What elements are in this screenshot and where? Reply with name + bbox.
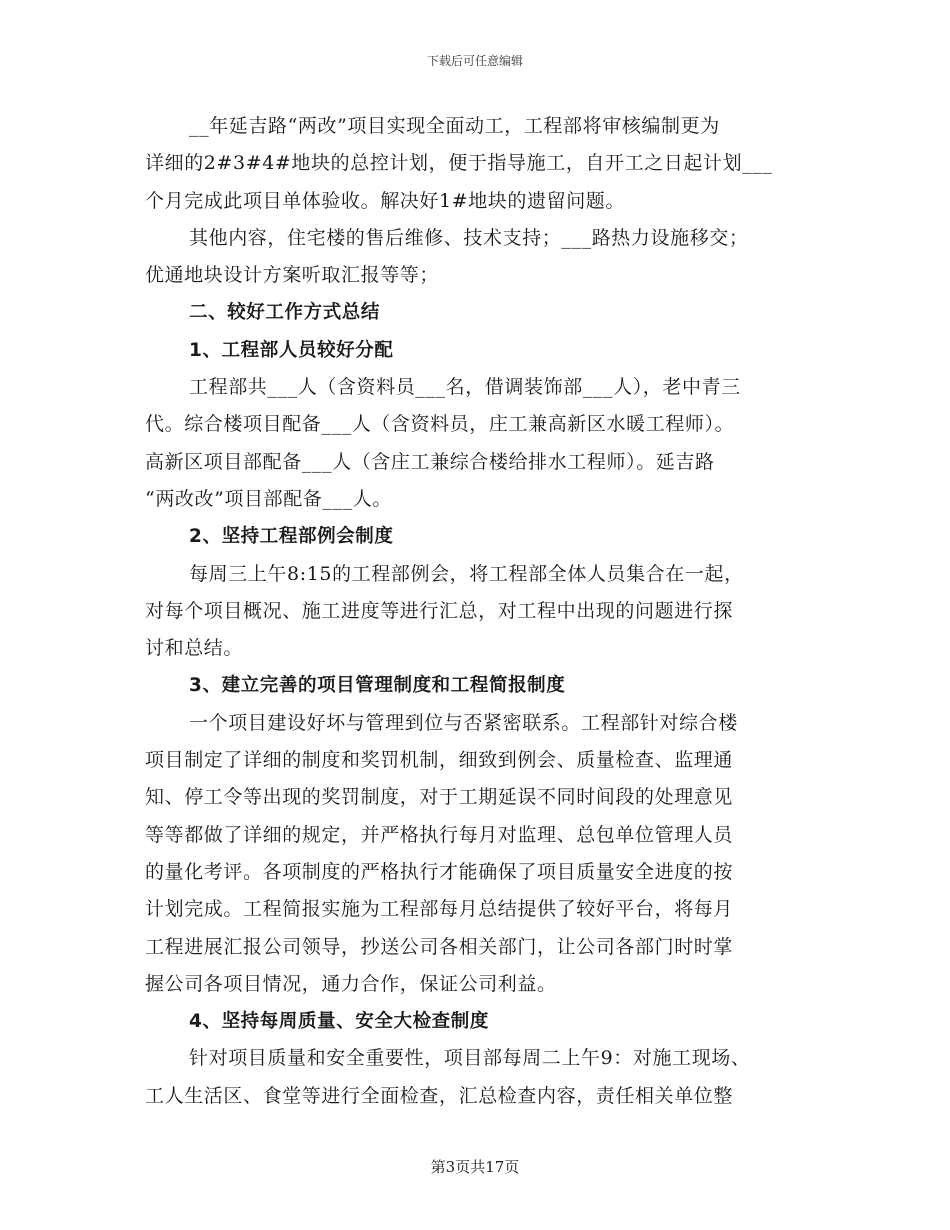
- paragraph-line: 工人生活区、食堂等进行全面检查，汇总检查内容，责任相关单位整: [145, 1084, 734, 1107]
- paragraph-line: 工程进展汇报公司领导，抄送公司各相关部门，让公司各部门时时掌: [145, 935, 734, 958]
- paragraph-line: 对每个项目概况、施工进度等进行汇总，对工程中出现的问题进行探: [145, 599, 734, 622]
- paragraph-line: 针对项目质量和安全重要性，项目部每周二上午9：对施工现场、: [189, 1047, 751, 1070]
- paragraph-line: “两改改”项目部配备___人。: [145, 487, 392, 510]
- paragraph-line: 的量化考评。各项制度的严格执行才能确保了项目质量安全进度的按: [145, 860, 734, 883]
- paragraph-line: 详细的2#3#4#地块的总控计划，便于指导施工，自开工之日起计划___: [145, 152, 773, 175]
- paragraph-line: 等等都做了详细的规定，并严格执行每月对监理、总包单位管理人员: [145, 823, 734, 846]
- paragraph-line: 代。综合楼项目配备___人（含资料员，庄工兼高新区水暖工程师）。: [145, 413, 735, 436]
- paragraph-line: 工程部共___人（含资料员___名，借调装饰部___人），老中青三: [189, 376, 741, 399]
- subsection-heading: 1、工程部人员较好分配: [189, 339, 394, 361]
- document-body: [145, 108, 807, 1115]
- subsection-heading: 4、坚持每周质量、安全大检查制度: [189, 1011, 489, 1033]
- page-header: 下载后可任意编辑: [426, 54, 523, 68]
- paragraph-line: 优通地块设计方案听取汇报等等；: [145, 264, 440, 287]
- paragraph-line: __年延吉路“两改”项目实现全面动工，工程部将审核编制更为: [189, 115, 720, 137]
- paragraph-line: 计划完成。工程简报实施为工程部每月总结提供了较好平台，将每月: [145, 898, 734, 921]
- paragraph-line: 个月完成此项目单体验收。解决好1#地块的遗留问题。: [145, 189, 626, 212]
- page-number-footer: 第3页共17页: [430, 1158, 520, 1176]
- subsection-heading: 3、建立完善的项目管理制度和工程简报制度: [189, 675, 566, 697]
- section-heading: 二、较好工作方式总结: [189, 302, 381, 324]
- paragraph-line: 握公司各项目情况，通力合作，保证公司利益。: [145, 972, 557, 995]
- paragraph-line: 其他内容，住宅楼的售后维修、技术支持；___路热力设施移交；: [189, 226, 749, 249]
- paragraph-line: 一个项目建设好坏与管理到位与否紧密联系。工程部针对综合楼: [189, 711, 738, 734]
- paragraph-line: 高新区项目部配备___人（含庄工兼综合楼给排水工程师）。延吉路: [145, 450, 715, 473]
- subsection-heading: 2、坚持工程部例会制度: [189, 526, 394, 548]
- paragraph-line: 每周三上午8:15的工程部例会，将工程部全体人员集合在一起，: [189, 562, 744, 585]
- paragraph-line: 知、停工令等出现的奖罚制度，对于工期延误不同时间段的处理意见: [145, 786, 734, 809]
- paragraph-line: 讨和总结。: [145, 637, 244, 660]
- paragraph-line: 项目制定了详细的制度和奖罚机制，细致到例会、质量检查、监理通: [145, 749, 734, 772]
